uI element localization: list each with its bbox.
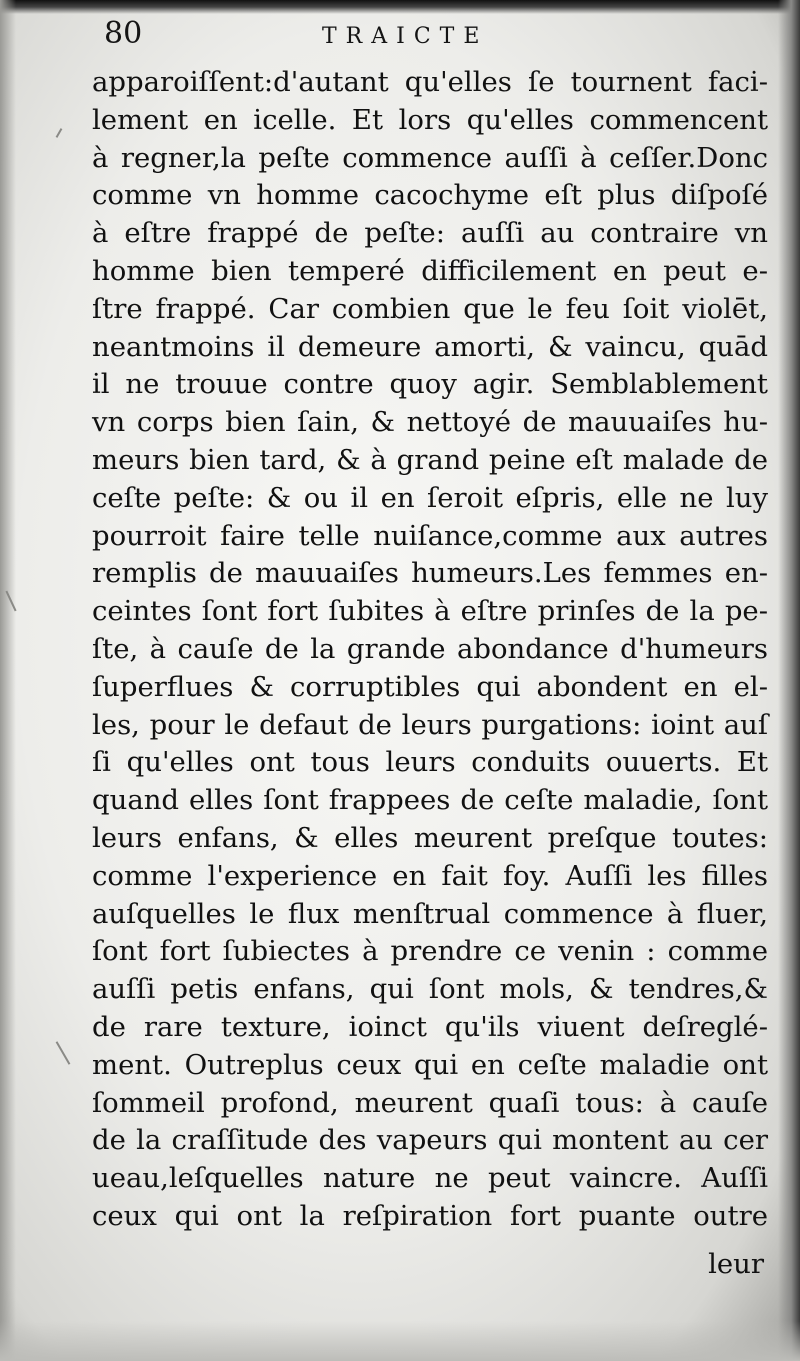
text-line: ſont fort ſubiectes à prendre ce venin : comme xyxy=(92,935,768,968)
scan-edge-left xyxy=(0,0,16,1361)
text-line: ment. Outreplus ceux qui en ceſte maladie ont xyxy=(92,1048,768,1081)
scan-edge-right xyxy=(778,0,800,1361)
page-number: 80 xyxy=(104,16,143,51)
text-line: ſuperflues & corruptibles qui abondent en el- xyxy=(92,670,768,703)
text-line: de rare texture, ioinct qu'ils viuent deſreglé- xyxy=(92,1010,768,1043)
text-line: ſommeil profond, meurent quaſi tous: à cauſe xyxy=(92,1086,768,1119)
text-line: ceſte peſte: & ou il en ſeroit eſpris, elle ne luy xyxy=(92,481,768,514)
running-head: TRAICTE xyxy=(322,24,489,49)
text-line: ceintes ſont fort ſubites à eſtre prinſes de la pe- xyxy=(92,595,768,628)
text-line: meurs bien tard, & à grand peine eſt malade de xyxy=(92,443,768,476)
margin-mark xyxy=(56,128,63,138)
text-line: de la craſſitude des vapeurs qui montent au cer xyxy=(92,1124,768,1157)
scan-edge-top xyxy=(0,0,800,14)
text-line: remplis de mauuaiſes humeurs.Les femmes en- xyxy=(92,557,768,590)
body-text xyxy=(92,64,768,1236)
text-line: auſquelles le flux menſtrual commence à fluer, xyxy=(92,897,768,930)
text-line: à eſtre frappé de peſte: auſſi au contraire vn xyxy=(92,217,768,250)
text-line: leurs enfans, & elles meurent preſque toutes: xyxy=(92,821,768,854)
text-line: pourroit faire telle nuiſance,comme aux autres xyxy=(92,519,768,552)
text-line: vn corps bien ſain, & nettoyé de mauuaiſes hu- xyxy=(92,406,768,439)
text-line: ſtre frappé. Car combien que le feu ſoit violēt, xyxy=(92,292,768,325)
catchword: leur xyxy=(708,1248,764,1280)
text-line: homme bien temperé difficilement en peut e- xyxy=(92,254,768,287)
text-line: comme l'experience en fait foy. Auſſi les filles xyxy=(92,859,768,892)
text-line: ceux qui ont la reſpiration fort puante outre xyxy=(92,1199,768,1232)
text-line: à regner,la peſte commence auſſi à ceſſer.Donc xyxy=(92,141,768,174)
text-line: ſi qu'elles ont tous leurs conduits ouuerts. Et xyxy=(92,746,768,779)
text-line: il ne trouue contre quoy agir. Semblablement xyxy=(92,368,768,401)
text-line: quand elles ſont frappees de ceſte maladie, ſont xyxy=(92,784,768,817)
text-line: apparoiſſent:d'autant qu'elles ſe tournent faci- xyxy=(92,66,768,98)
text-line: ueau,leſquelles nature ne peut vaincre. Auſſi xyxy=(92,1162,768,1195)
margin-mark xyxy=(56,1041,71,1065)
text-line: auſſi petis enfans, qui ſont mols, & tendres,& xyxy=(92,973,768,1006)
text-line: ſte, à cauſe de la grande abondance d'humeurs xyxy=(92,632,768,665)
scan-edge-bottom xyxy=(0,1321,800,1361)
text-line: neantmoins il demeure amorti, & vaincu, quād xyxy=(92,330,768,363)
text-line: comme vn homme cacochyme eſt plus diſpoſé xyxy=(92,179,768,212)
text-line: lement en icelle. Et lors qu'elles commencent xyxy=(92,103,768,136)
text-line: les, pour le defaut de leurs purgations: ioint auſ xyxy=(92,708,768,741)
